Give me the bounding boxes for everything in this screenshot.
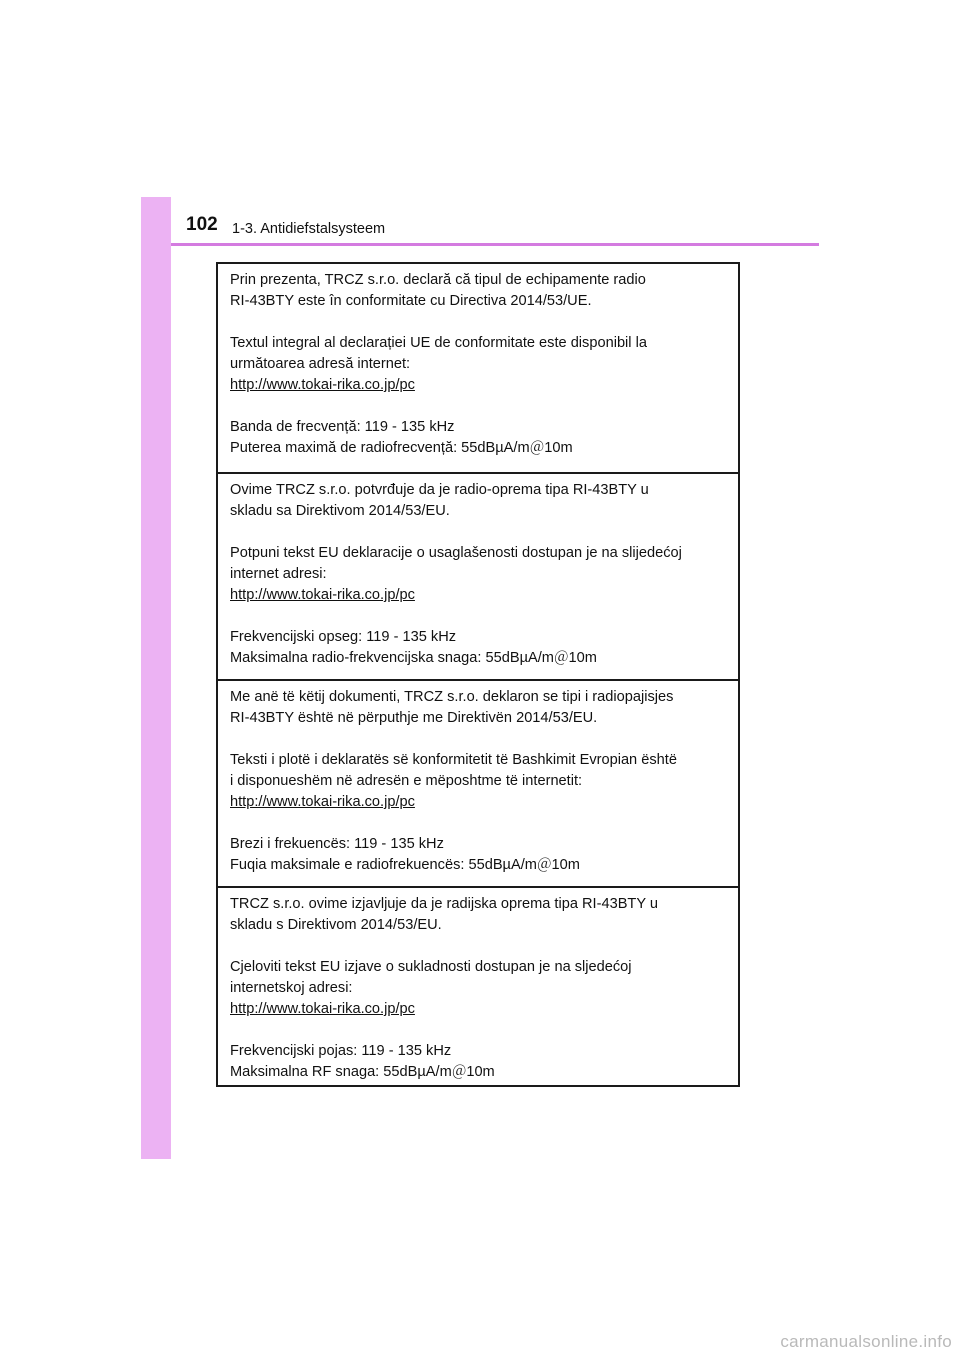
- declaration-block-albanian: [218, 679, 738, 886]
- declaration-line: Prin prezenta, TRCZ s.r.o. declară că tipul de echipamente radio: [230, 272, 646, 288]
- full-text-line: internetskoj adresi:: [230, 980, 353, 996]
- full-text-line: Cjeloviti tekst EU izjave o sukladnosti dostupan je na sljedećoj: [230, 959, 632, 975]
- declaration-box: [216, 262, 740, 1087]
- side-tab: [141, 197, 171, 1159]
- full-text-line: internet adresi:: [230, 566, 327, 582]
- declaration-line: TRCZ s.r.o. ovime izjavljuje da je radijska oprema tipa RI-43BTY u: [230, 896, 658, 912]
- frequency-band: Frekvencijski pojas: 119 - 135 kHz: [230, 1043, 452, 1059]
- declaration-url-link[interactable]: http://www.tokai-rika.co.jp/pc: [230, 1001, 415, 1017]
- max-power: Fuqia maksimale e radiofrekuencës: 55dBµA/m＠10m: [230, 857, 580, 873]
- declaration-url-link[interactable]: http://www.tokai-rika.co.jp/pc: [230, 587, 415, 603]
- full-text-line: următoarea adresă internet:: [230, 356, 411, 372]
- watermark-logo: carmanualsonline.info: [780, 1332, 952, 1351]
- header-rule: [171, 243, 819, 246]
- declaration-line: RI-43BTY este în conformitate cu Directiva 2014/53/UE.: [230, 293, 592, 309]
- declaration-block-montenegrin: [218, 472, 738, 679]
- declaration-block-croatian: [218, 886, 738, 1085]
- declaration-line: Me anë të këtij dokumenti, TRCZ s.r.o. deklaron se tipi i radiopajisjes: [230, 689, 674, 705]
- full-text-line: Potpuni tekst EU deklaracije o usaglašenosti dostupan je na slijedećoj: [230, 545, 682, 561]
- frequency-band: Brezi i frekuencës: 119 - 135 kHz: [230, 836, 444, 852]
- declaration-line: skladu sa Direktivom 2014/53/EU.: [230, 503, 450, 519]
- max-power: Puterea maximă de radiofrecvență: 55dBµA/m＠10m: [230, 440, 573, 456]
- max-power: Maksimalna RF snaga: 55dBµA/m＠10m: [230, 1064, 495, 1080]
- full-text-line: Teksti i plotë i deklaratës së konformitetit të Bashkimit Evropian është: [230, 752, 677, 768]
- section-title: 1-3. Antidiefstalsysteem: [232, 221, 386, 237]
- full-text-line: i disponueshëm në adresën e mëposhtme të internetit:: [230, 773, 583, 789]
- declaration-block-romanian: [218, 264, 738, 474]
- page-number: 102: [186, 214, 218, 235]
- full-text-line: Textul integral al declarației UE de conformitate este disponibil la: [230, 335, 647, 351]
- frequency-band: Frekvencijski opseg: 119 - 135 kHz: [230, 629, 457, 645]
- max-power: Maksimalna radio-frekvencijska snaga: 55dBµA/m＠10m: [230, 650, 597, 666]
- declaration-line: skladu s Direktivom 2014/53/EU.: [230, 917, 442, 933]
- declaration-line: Ovime TRCZ s.r.o. potvrđuje da je radio-oprema tipa RI-43BTY u: [230, 482, 649, 498]
- frequency-band: Banda de frecvență: 119 - 135 kHz: [230, 419, 455, 435]
- declaration-url-link[interactable]: http://www.tokai-rika.co.jp/pc: [230, 377, 415, 393]
- declaration-url-link[interactable]: http://www.tokai-rika.co.jp/pc: [230, 794, 415, 810]
- declaration-line: RI-43BTY është në përputhje me Direktivën 2014/53/EU.: [230, 710, 598, 726]
